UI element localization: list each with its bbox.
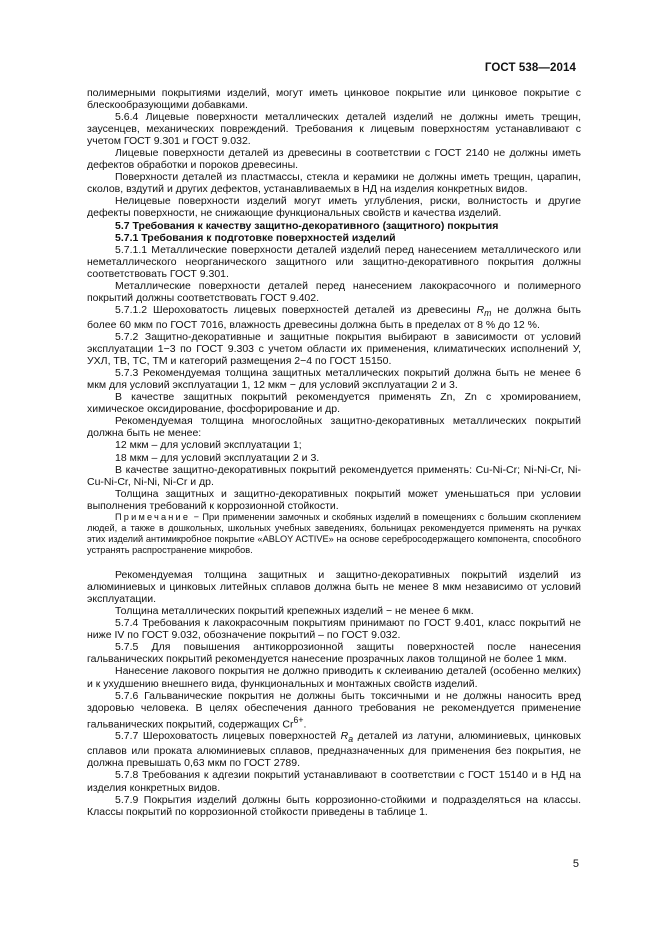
- page-number: 5: [572, 858, 579, 870]
- list-item: 18 мкм – для условий эксплуатации 2 и 3.: [115, 451, 320, 464]
- paragraph: 5.7.3 Рекомендуемая толщина защитных металлических покрытий должна быть не менее 6 мкм для условий эксплуатации 1, 12 мкм − для условий эксплуатации 2 и 3.: [87, 367, 581, 392]
- paragraph: 5.6.4 Лицевые поверхности металлических деталей изделий не должны иметь трещин, заусенцев, механических повреждений. Требования к лицевым поверхностям устанавливают с учетом ГОСТ 9.301 и ГОСТ 9.032.: [87, 111, 581, 148]
- document-header: ГОСТ 538—2014: [484, 62, 576, 74]
- paragraph: Поверхности деталей из пластмассы, стекла и керамики не должны иметь трещин, царапин, сколов, вздутий и других дефектов, устанавливаемых в НД на изделия конкретных видов.: [87, 171, 581, 196]
- note-text: − При применении замочных и скобяных изделий в помещениях с большим скоплением людей, а также в дошкольных, школьных учебных заведениях, больницах рекомендуется применять на ручках этих изделий антимикробное покрытие «ABLOY ACTIVE» на основе серебросодержащего компонента, способного устранять распространение микробов.: [87, 511, 581, 556]
- text-run: 5.7.1.2 Шероховатость лицевых поверхностей деталей из древесины: [115, 303, 477, 316]
- note-label: Примечание: [115, 511, 191, 522]
- paragraph: Лицевые поверхности деталей из древесины в соответствии с ГОСТ 2140 не должны иметь дефектов обработки и пороков древесины.: [87, 147, 581, 172]
- paragraph: Рекомендуемая толщина многослойных защитно-декоративных металлических покрытий должна быть не менее:: [87, 415, 581, 440]
- chromium-superscript: 6+: [293, 714, 304, 725]
- paragraph: Толщина защитных и защитно-декоративных покрытий может уменьшаться при условии выполнения требований к коррозионной стойкости.: [87, 487, 581, 512]
- text-run: деталей из латуни, алюминиевых, цинковых сплавов или проката алюминиевых сплавов, предназначенных для применения без покрытия, не должна превышать 0,63 мкм по ГОСТ 2789.: [87, 730, 581, 770]
- paragraph: В качестве защитных покрытий рекомендуется применять Zn, Zn с хромированием, химическое оксидирование, фосфорирование и др.: [87, 391, 581, 416]
- section-heading: 5.7 Требования к качеству защитно-декоративного (защитного) покрытия: [115, 219, 499, 232]
- note: [87, 512, 581, 556]
- paragraph: Нелицевые поверхности изделий могут иметь углубления, риски, волнистость и другие дефекты поверхности, не снижающие функциональных свойств и качества изделий.: [87, 195, 581, 220]
- paragraph: 5.7.9 Покрытия изделий должны быть коррозионно-стойкими и подразделяться на классы. Классы покрытий по коррозионной стойкости приведены в таблице 1.: [87, 793, 581, 818]
- roughness-subscript: m: [484, 307, 492, 318]
- text-run: 5.7.6 Гальванические покрытия не должны быть токсичными и не должны наносить вред здоровью человека. В целях обеспечения данного требования не рекомендуется применение гальванических покрытий, содержащих Cr: [87, 689, 581, 731]
- roughness-subscript: a: [348, 734, 354, 745]
- list-item: 12 мкм – для условий эксплуатации 1;: [115, 439, 302, 452]
- paragraph: [87, 304, 581, 331]
- paragraph: 5.7.8 Требования к адгезии покрытий устанавливают в соответствии с ГОСТ 15140 и в НД на изделия конкретных видов.: [87, 769, 581, 794]
- text-run: .: [303, 718, 307, 731]
- subsection-heading: 5.7.1 Требования к подготовке поверхностей изделий: [115, 231, 396, 244]
- paragraph: 5.7.1.1 Металлические поверхности деталей изделий перед нанесением металлического или неметаллического неорганического защитного или защитно-декоративного покрытия должны соответствовать ГОСТ 9.301.: [87, 243, 581, 280]
- paragraph: 5.7.5 Для повышения антикоррозионной защиты поверхностей после нанесения гальванических покрытий рекомендуется нанесение прозрачных лаков толщиной не более 1 мкм.: [87, 641, 581, 666]
- roughness-symbol: R: [476, 303, 485, 316]
- paragraph: 5.7.4 Требования к лакокрасочным покрытиям принимают по ГОСТ 9.401, класс покрытий не ниже IV по ГОСТ 9.032, обозначение покрытий – по ГОСТ 9.032.: [87, 617, 581, 642]
- paragraph: В качестве защитно-декоративных покрытий рекомендуется применять: Cu-Ni-Cr; Ni-Ni-Cr, Ni-Cu-Ni-Cr, Ni-Ni, Ni-Cr и др.: [87, 463, 581, 488]
- paragraph: Толщина металлических покрытий крепежных изделий − не менее 6 мкм.: [115, 605, 474, 618]
- paragraph: полимерными покрытиями изделий, могут иметь цинковое покрытие или цинковое покрытие с блескообразующими добавками.: [87, 87, 581, 112]
- paragraph: Рекомендуемая толщина защитных и защитно-декоративных покрытий изделий из алюминиевых и цинковых литейных сплавов должна быть не менее 8 мкм независимо от условий эксплуатации.: [87, 569, 581, 606]
- paragraph: [87, 730, 581, 769]
- paragraph: [87, 690, 581, 731]
- text-run: не должна быть более 60 мкм по ГОСТ 7016, влажность древесины должна быть в пределах от 8 % до 12 %.: [87, 303, 581, 331]
- document-body: [87, 87, 581, 818]
- paragraph: 5.7.2 Защитно-декоративные и защитные покрытия выбирают в зависимости от условий эксплуатации 1−3 по ГОСТ 9.303 с учетом области их применения, климатических исполнений У, УХЛ, ТВ, ТС, ТМ и категорий размещения 2−4 по ГОСТ 15150.: [87, 331, 581, 368]
- paragraph: Нанесение лакового покрытия не должно приводить к склеиванию деталей (особенно мелких) и к ухудшению внешнего вида, функциональных и монтажных свойств изделий.: [87, 665, 581, 690]
- text-run: 5.7.7 Шероховатость лицевых поверхностей: [115, 730, 341, 743]
- roughness-symbol: R: [340, 730, 349, 743]
- paragraph: Металлические поверхности деталей перед нанесением лакокрасочного и полимерного покрытий должны соответствовать ГОСТ 9.402.: [87, 279, 581, 304]
